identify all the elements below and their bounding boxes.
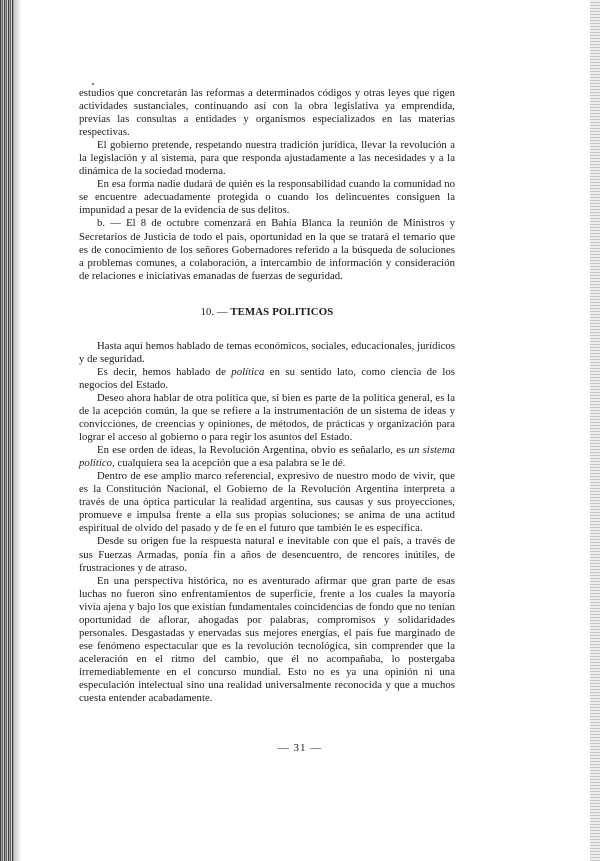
paragraph-body-4-end: cualquiera sea la acepción que a esa palabra se le dé. xyxy=(114,457,346,470)
paragraph-body-4 xyxy=(79,444,455,470)
scan-right-edge xyxy=(590,0,600,861)
paragraph-top-4: b. — El 8 de octubre comenzará en Bahía Blanca la reunión de Ministros y Secretarios de Justicia de todo el país, oportunidad en la que se tratará el temario que es de conocimiento de los señores Gobernadores referido a la búsqueda de soluciones a problemas comunes, a colaboración, a intercambio de información y consideración de relaciones e iniciativas emanadas de fuerzas de seguridad. xyxy=(79,217,455,282)
page-number: — 31 — xyxy=(277,742,323,754)
paragraph-body-4-start: En ese orden de ideas, la Revolución Argentina, obvio es señalarlo, es xyxy=(97,444,409,457)
paragraph-body-7: En una perspectiva histórica, no es aventurado afirmar que gran parte de esas luchas no fueron sino enfrentamientos de superficie, frente a los cuales la mayoría vivía ajena y bajo los que existían fundamentales coincidencias de fondo que no tenían oportunidad de aflorar, ahogadas por palabras, compromisos y solidaridades personales. Desgastadas y enervadas sus mejores energías, el país fue marginado de ese fenómeno espectacular que es la revolución tecnológica, sin comprender que la aceleración en el ritmo del cambio, que él no acompañaba, lo postergaba irremediablemente en el concurso mundial. Esto no es ya una opinión ni una especulación intelectual sino una realidad universalmente reconocida y que a muchos cuesta entender acabadamente. xyxy=(79,574,455,705)
paragraph-body-6: Desde su origen fue la respuesta natural e inevitable con que el país, a través de sus Fuerzas Armadas, ponía fin a años de desencuentro, de rencores inútiles, de frustraciones y de atraso. xyxy=(79,535,455,574)
paragraph-body-2 xyxy=(79,366,455,392)
paragraph-body-3: Deseo ahora hablar de otra política que, si bien es parte de la política general, es la de la acepción común, la que se refiere a la instrumentación de un sistema de ideas y convicciones, de creencias y opiniones, de métodos, de prácticas y organización para lograr el acceso al gobierno o para regir los asuntos del Estado. xyxy=(79,391,455,444)
paragraph-body-5: Dentro de ese amplio marco referencial, expresivo de nuestro modo de vivir, que es la Constitución Nacional, el Gobierno de la Revolución Argentina interpreta a través de una óptica particular la realidad argentina, sus causas y sus proyecciones, promueve e impulsa frente a ella sus propias soluciones; se anima de una actitud espiritual de olvido del pasado y de fe en el futuro que también le es específica. xyxy=(79,470,455,535)
paragraph-body-2-emphasis: política xyxy=(231,365,265,378)
paragraph-top-3: En esa forma nadie dudará de quién es la responsabilidad cuando la comunidad no se encuentre adecuadamente protegida o cuando los delincuentes consiguen la impunidad a pesar de la evidencia de sus delitos. xyxy=(79,178,455,217)
paragraph-top-1: estudios que concretarán las reformas a determinados códigos y otras leyes que rigen actividades sustanciales, continuando así con la obra legislativa ya emprendida, previas las consultas a entidades y organismos especializados en las materias respectivas. xyxy=(79,87,455,139)
paragraph-body-2-end: en su sentido lato, como ciencia de los negocios del Estado. xyxy=(79,365,455,391)
section-title: TEMAS POLITICOS xyxy=(230,305,334,318)
paragraph-body-1: Hasta aquí hemos hablado de temas económicos, sociales, educacionales, jurídicos y de seguridad. xyxy=(79,339,455,365)
paragraph-body-2-start: Es decir, hemos hablado de xyxy=(97,365,232,378)
section-heading xyxy=(79,306,455,319)
paragraph-body-4-emphasis: un sistema político, xyxy=(79,444,455,470)
section-number: 10. — xyxy=(200,305,228,318)
paragraph-top-2: El gobierno pretende, respetando nuestra tradición jurídica, llevar la revolución a la legislación y al sistema, para que responda ajustadamente a las necesidades y a la dinámica de la sociedad moderna. xyxy=(79,139,455,178)
scan-speck xyxy=(92,83,94,85)
scan-binding-edge xyxy=(0,0,14,861)
page-body xyxy=(79,87,455,705)
